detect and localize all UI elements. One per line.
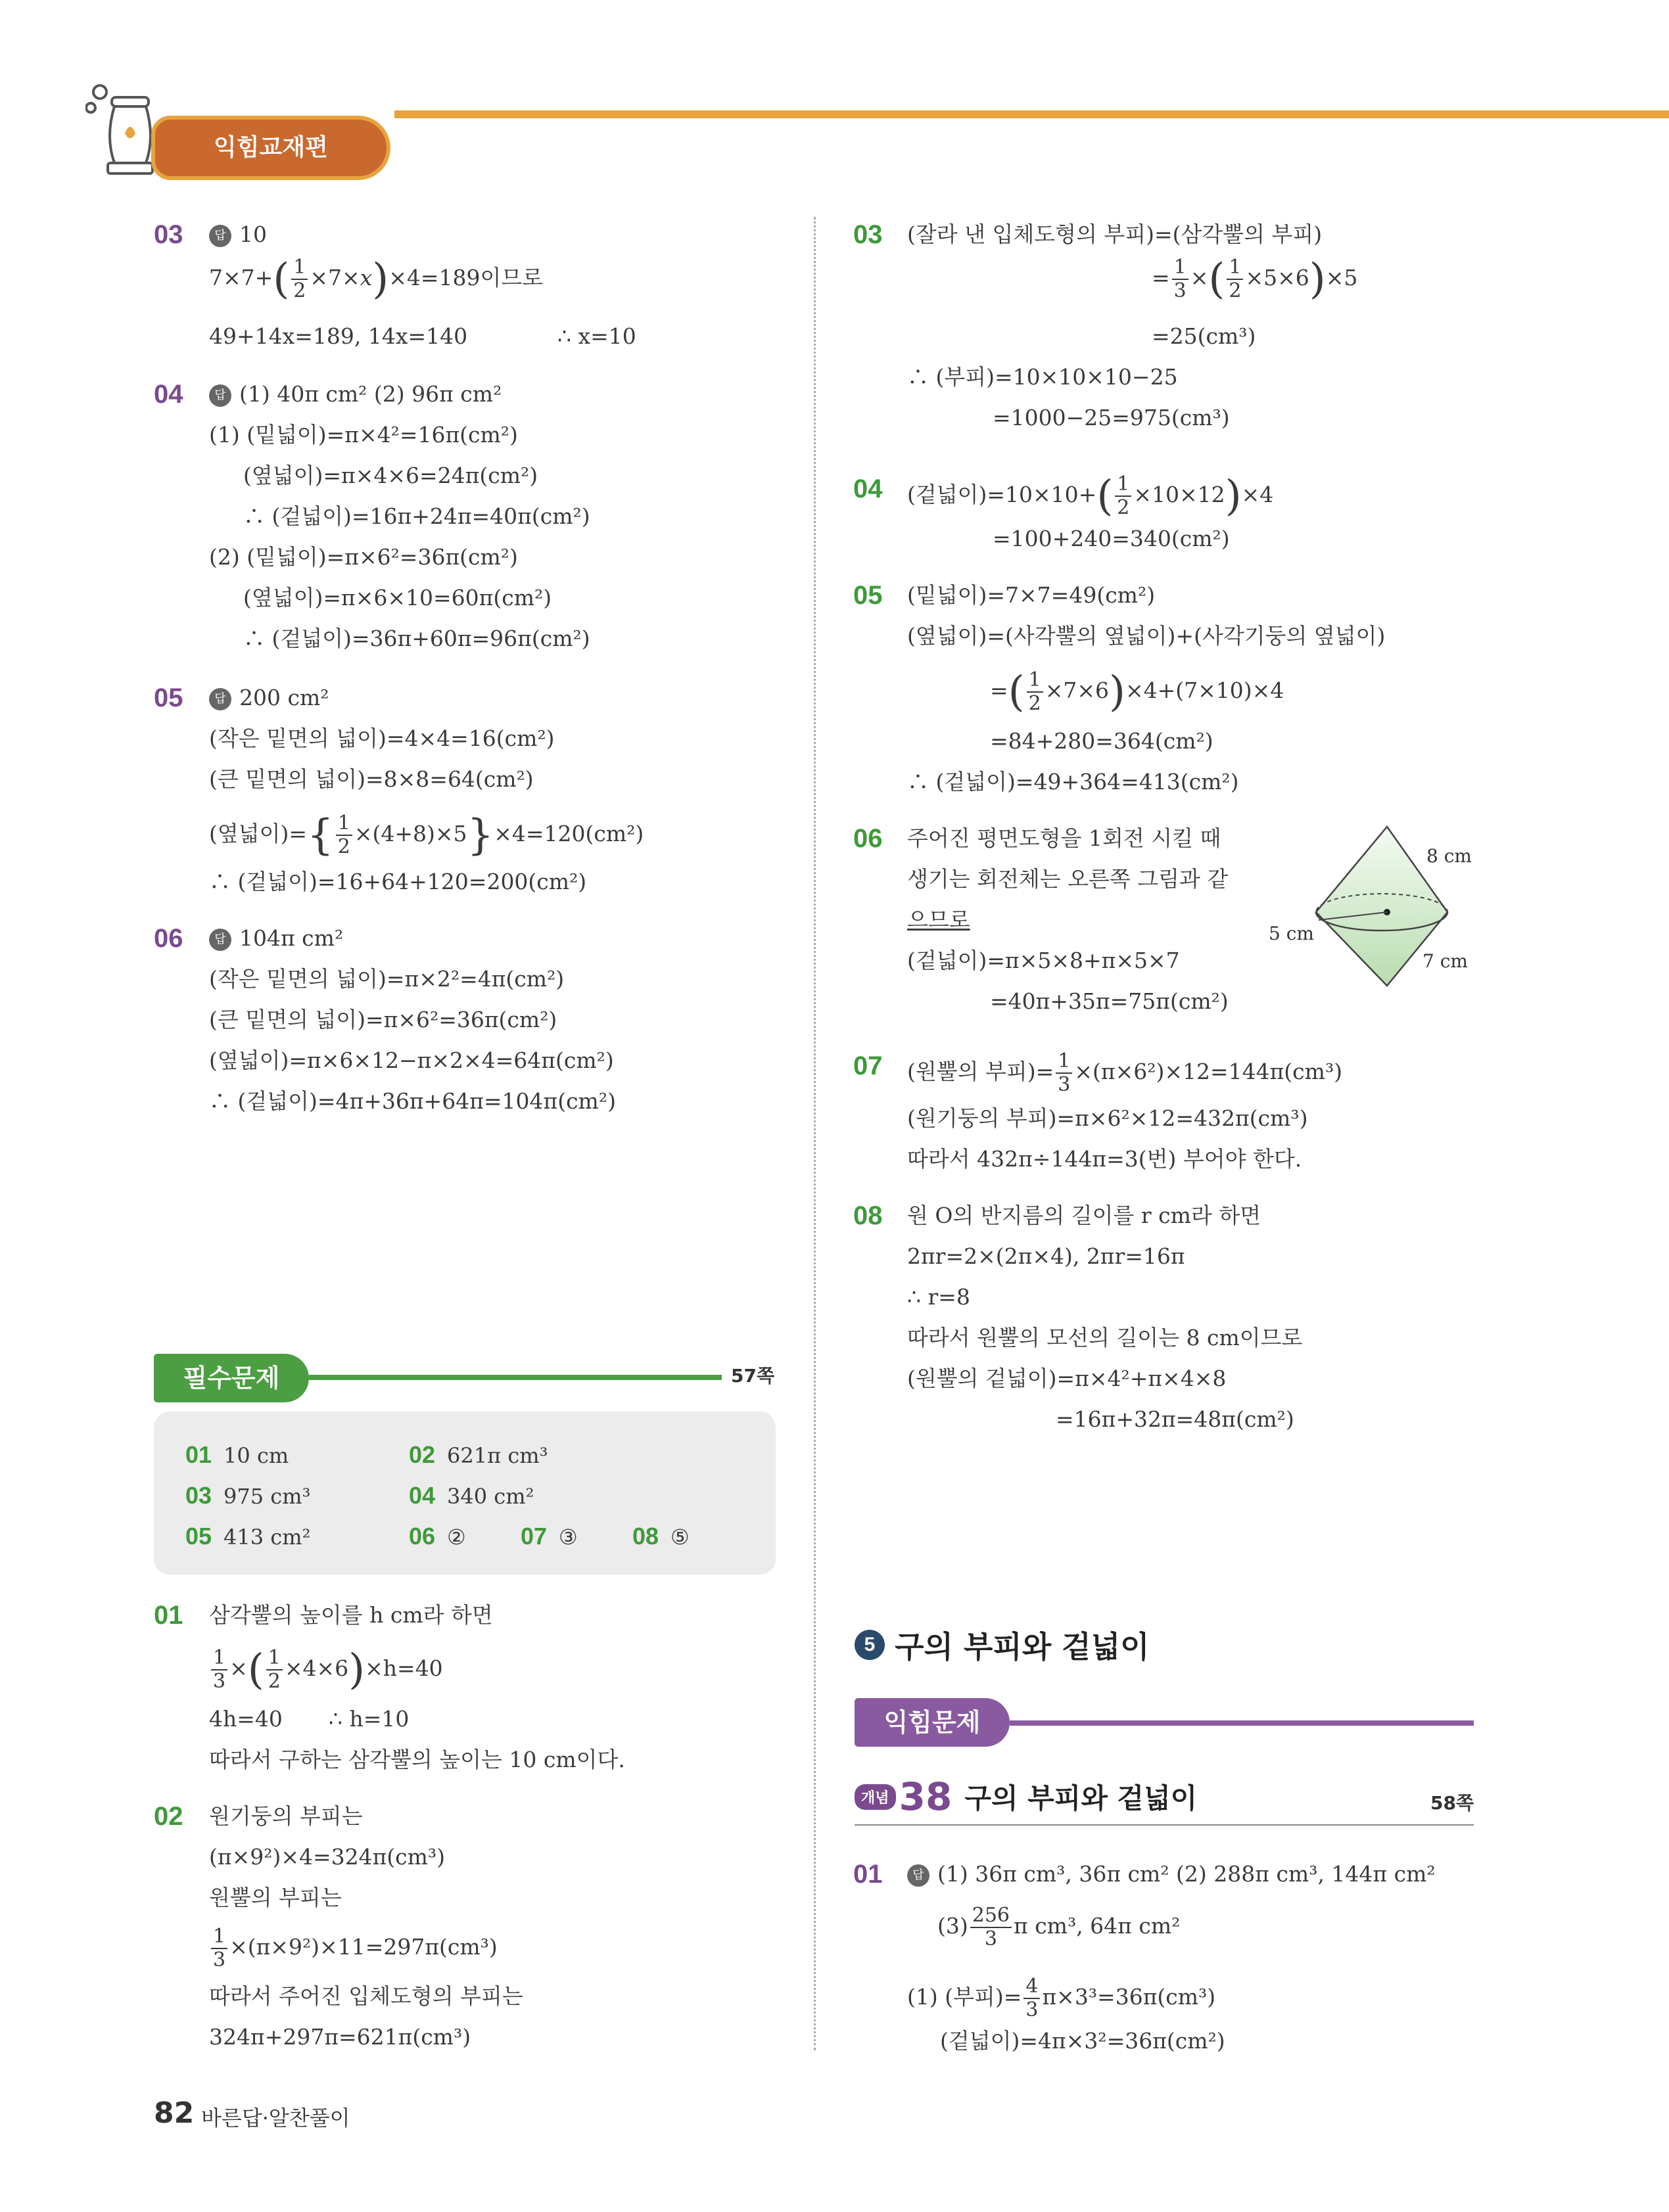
r08-line3: ∴ r=8 [907, 1284, 970, 1310]
r06-line2: 생기는 회전체는 오른쪽 그림과 같 [907, 866, 1229, 892]
r06-line3: 으므로 [907, 907, 970, 933]
r03-number: 03 [853, 220, 883, 249]
page-number: 82 [154, 2096, 195, 2130]
q03-number: 03 [154, 220, 183, 249]
r08-line2: 2πr=2×(2π×4), 2πr=16π [907, 1243, 1185, 1269]
q04-line: ∴ (겉넓이)=36π+60π=96π(cm²) [243, 626, 590, 651]
section-title: 구의 부피와 겉넓이 [895, 1629, 1150, 1665]
essential-tab: 필수문제 [154, 1354, 309, 1402]
r08-line5: (원뿔의 겉넓이)=π×4²+π×4×8 [907, 1366, 1227, 1391]
q05-number: 05 [154, 683, 183, 712]
q06-line: ∴ (겉넓이)=4π+36π+64π=104π(cm²) [209, 1088, 616, 1114]
e02-line4: $\frac{1}{3}$ ×(π×9²)×11=297π(cm³) [209, 1927, 498, 1970]
essential-line [309, 1375, 722, 1380]
q04-line: ∴ (겉넓이)=16π+24π=40π(cm²) [243, 503, 590, 529]
e01-line3b: ∴ h=10 [329, 1706, 410, 1732]
concept-header [855, 1774, 1474, 1826]
p01-answer1: 답 (1) 36π cm³, 36π cm² (2) 288π cm³, 144π cm² [907, 1860, 1436, 1889]
concept-page: 58쪽 [1430, 1792, 1474, 1814]
e02-line1: 원기둥의 부피는 [209, 1803, 363, 1829]
figure-label: 8 cm [1426, 845, 1472, 867]
e01-line2: $\frac{1}{3}$ ×( $\frac{1}{2}$ ×4×6)×h=40 [209, 1648, 443, 1692]
q03-line2: 7×7+( $\frac{1}{2}$ ×7×x)×4=189이므로 [209, 255, 544, 304]
r05-line4: =84+280=364(cm²) [990, 728, 1213, 754]
r04-line1: (겉넓이)=10×10+( $\frac{1}{2}$ ×10×12)×4 [907, 472, 1274, 520]
r04-line2: =100+240=340(cm²) [993, 526, 1230, 551]
r06-line5: =40π+35π=75π(cm²) [990, 988, 1229, 1014]
q03-answer: 답 10 [209, 220, 267, 249]
r05-line3: =( $\frac{1}{2}$ ×7×6)×4+(7×10)×4 [990, 668, 1284, 716]
q06-answer: 답 104π cm² [209, 924, 343, 953]
practice-tab: 익힘문제 [855, 1698, 1010, 1747]
e02-line2: (π×9²)×4=324π(cm³) [209, 1844, 446, 1870]
answer-item: 02 621π cm³ [409, 1441, 548, 1468]
r04-number: 04 [853, 474, 883, 503]
concept-badge: 개념 [855, 1784, 896, 1810]
r08-line4: 따라서 원뿔의 모선의 길이는 8 cm이므로 [907, 1325, 1303, 1350]
p01-number: 01 [853, 1860, 883, 1889]
r03-line1: (잘라 낸 입체도형의 부피)=(삼각뿔의 부피) [907, 221, 1323, 247]
header-tab: 익힘교재편 [151, 116, 390, 180]
q06-line: (작은 밑면의 넓이)=π×2²=4π(cm²) [209, 966, 565, 992]
answer-item: 03 975 cm³ [185, 1482, 311, 1509]
r06-line1: 주어진 평면도형을 1회전 시킬 때 [907, 825, 1221, 851]
q06-line: (큰 밑면의 넓이)=π×6²=36π(cm²) [209, 1007, 557, 1032]
concept-number: 38 [899, 1774, 952, 1819]
section-heading [855, 1623, 1150, 1667]
figure-label: 5 cm [1269, 923, 1314, 944]
p01-line3: (1) (부피)= $\frac{4}{3}$ π×3³=36π(cm³) [907, 1975, 1216, 2021]
figure-label: 7 cm [1422, 950, 1468, 972]
r08-number: 08 [853, 1201, 883, 1230]
e01-line1: 삼각뿔의 높이를 h cm라 하면 [209, 1602, 493, 1628]
q04-line: (옆넓이)=π×4×6=24π(cm²) [243, 463, 538, 488]
p01-answer2: (3) $\frac{256}{3}$ π cm³, 64π cm² [937, 1904, 1181, 1950]
answer-item: 08 ⑤ [632, 1523, 690, 1550]
p01-line4: (겉넓이)=4π×3²=36π(cm²) [940, 2028, 1225, 2054]
q04-number: 04 [154, 380, 183, 409]
r05-line1: (밑넓이)=7×7=49(cm²) [907, 582, 1156, 608]
r03-line4: ∴ (부피)=10×10×10−25 [907, 364, 1178, 390]
q04-answer: 답 (1) 40π cm² (2) 96π cm² [209, 380, 502, 409]
q06-number: 06 [154, 924, 183, 953]
r05-number: 05 [853, 581, 883, 610]
r06-line4: (겉넓이)=π×5×8+π×5×7 [907, 948, 1180, 973]
r03-line5: =1000−25=975(cm³) [993, 405, 1230, 430]
r08-line6: =16π+32π=48π(cm²) [1056, 1406, 1294, 1432]
r05-line5: ∴ (겉넓이)=49+364=413(cm²) [907, 769, 1239, 795]
q04-line: (2) (밑넓이)=π×6²=36π(cm²) [209, 544, 518, 570]
answer-item: 04 340 cm² [409, 1482, 534, 1509]
concept-title: 구의 부피와 겉넓이 [964, 1782, 1198, 1814]
q05-answer: 답 200 cm² [209, 683, 329, 712]
section-number: 5 [855, 1630, 885, 1660]
practice-line [1010, 1720, 1474, 1726]
r05-line2: (옆넓이)=(사각뿔의 옆넓이)+(사각기둥의 옆넓이) [907, 623, 1386, 649]
e02-number: 02 [154, 1802, 183, 1831]
r06-number: 06 [853, 824, 883, 853]
e02-line6: 324π+297π=621π(cm³) [209, 2024, 471, 2050]
column-divider [814, 217, 816, 2050]
q05-line1: (작은 밑면의 넓이)=4×4=16(cm²) [209, 726, 555, 751]
q04-line: (옆넓이)=π×6×10=60π(cm²) [243, 585, 552, 611]
q06-line: (옆넓이)=π×6×12−π×2×4=64π(cm²) [209, 1048, 614, 1073]
r08-line1: 원 O의 반지름의 길이를 r cm라 하면 [907, 1203, 1261, 1228]
q05-line3: (옆넓이)={ $\frac{1}{2}$ ×(4+8)×5}×4=120(cm²) [209, 811, 644, 860]
r07-line2: (원기둥의 부피)=π×6²×12=432π(cm³) [907, 1105, 1308, 1131]
r07-line1: (원뿔의 부피)= $\frac{1}{3}$ ×(π×6²)×12=144π(cm³) [907, 1049, 1343, 1096]
e02-line5: 따라서 주어진 입체도형의 부피는 [209, 1983, 523, 2009]
answer-item: 05 413 cm² [185, 1523, 311, 1550]
footer-text: 바른답·알찬풀이 [201, 2106, 350, 2131]
header-band [394, 110, 1669, 118]
e01-number: 01 [154, 1601, 183, 1630]
q03-line3a: 49+14x=189, 14x=140 [209, 323, 468, 349]
rotation-solid-figure [1269, 821, 1486, 1005]
answer-item: 07 ③ [521, 1523, 578, 1550]
q04-line: (1) (밑넓이)=π×4²=16π(cm²) [209, 422, 518, 448]
e01-line4: 따라서 구하는 삼각뿔의 높이는 10 cm이다. [209, 1747, 625, 1772]
e01-line3a: 4h=40 [209, 1706, 283, 1732]
q05-line2: (큰 밑면의 넓이)=8×8=64(cm²) [209, 766, 534, 792]
r03-line2: = $\frac{1}{3}$ ×( $\frac{1}{2}$ ×5×6)×5 [1152, 255, 1358, 304]
r03-line3: =25(cm³) [1152, 323, 1256, 349]
r07-number: 07 [853, 1051, 883, 1080]
r07-line3: 따라서 432π÷144π=3(번) 부어야 한다. [907, 1146, 1302, 1172]
answer-item: 06 ② [409, 1523, 466, 1550]
essential-page: 57쪽 [731, 1365, 775, 1387]
answer-item: 01 10 cm [185, 1441, 289, 1468]
e02-line3: 원뿔의 부피는 [209, 1885, 342, 1910]
q05-line4: ∴ (겉넓이)=16+64+120=200(cm²) [209, 869, 587, 894]
q03-line3b: ∴ x=10 [557, 323, 636, 349]
